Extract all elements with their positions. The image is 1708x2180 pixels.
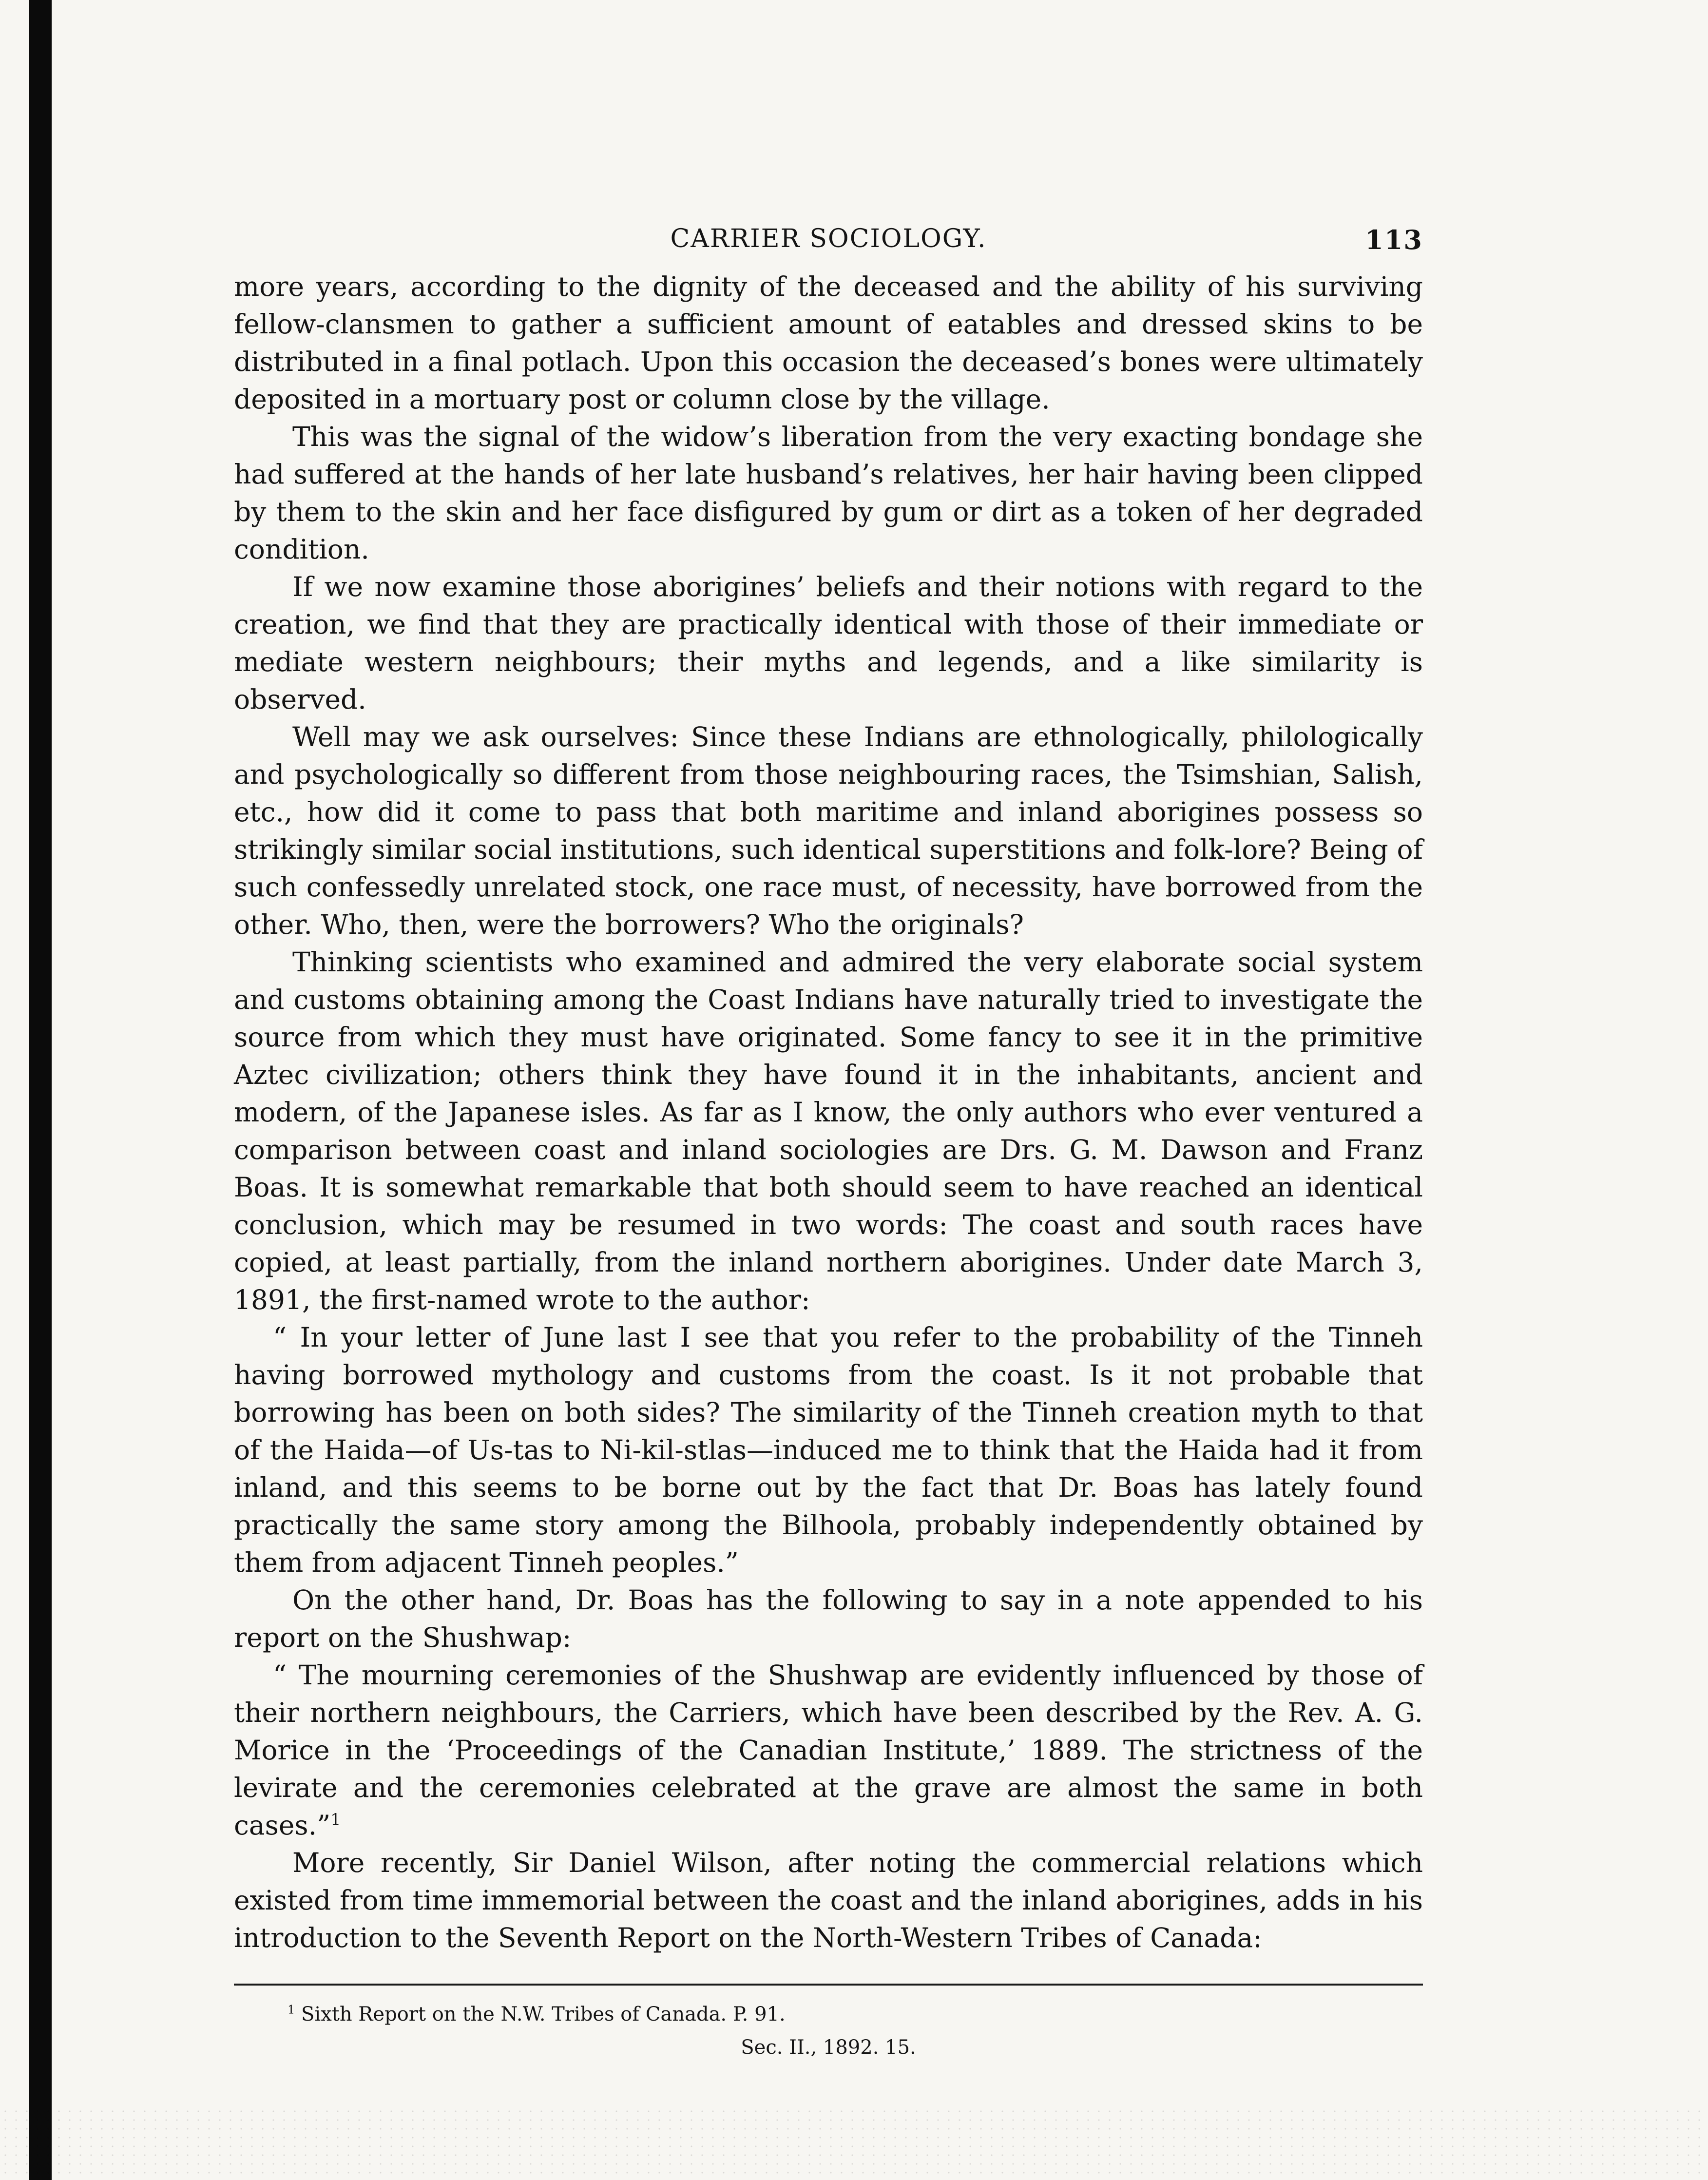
paragraph: This was the signal of the widow’s liberation from the very exacting bondage she had suffered at the hands of her late husband’s relatives, her hair having been clipped by them to the skin and her face disfigured by gum or dirt as a token of her degraded condition. — [234, 421, 1423, 565]
paragraph: More recently, Sir Daniel Wilson, after noting the commercial relations which existed from time immemorial between the coast and the inland aborigines, adds in his introduction to the Seventh Report on the North-Western Tribes of Canada: — [234, 1847, 1423, 1953]
paragraph: On the other hand, Dr. Boas has the following to say in a note appended to his report on the Shushwap: — [234, 1584, 1423, 1653]
scan-speckle — [0, 2107, 1708, 2180]
footnote — [234, 2000, 1423, 2028]
running-title: CARRIER SOCIOLOGY. — [670, 224, 987, 253]
paragraph: more years, according to the dignity of the deceased and the ability of his surviving fellow-clansmen to gather a sufficient amount of eatables and dressed skins to be distributed in a final potlach. Upon this occasion the deceased’s bones were ultimately deposited in a mortuary post or column close by the village. — [234, 271, 1423, 415]
page-number: 113 — [1365, 224, 1423, 255]
footnote-reference: 1 — [330, 1810, 341, 1829]
signature-line: Sec. II., 1892. 15. — [741, 2036, 916, 2059]
binding-edge — [29, 0, 52, 2180]
footnote-text: Sixth Report on the N.W. Tribes of Canada. P. 91. — [301, 2003, 786, 2026]
footnote-rule — [234, 1984, 1423, 1986]
paragraph: Well may we ask ourselves: Since these Indians are ethnologically, philologically and psychologically so different from those neighbouring races, the Tsimshian, Salish, etc., how did it come to pass that both maritime and inland aborigines possess so strikingly similar social institutions, such identical superstitions and folk-lore? Being of such confessedly unrelated stock, one race must, of necessity, have borrowed from the other. Who, then, were the borrowers? Who the originals? — [234, 721, 1423, 940]
running-head — [234, 205, 1423, 258]
paragraph: If we now examine those aborigines’ beliefs and their notions with regard to the creation, we find that they are practically identical with those of their immediate or mediate western neighbours; their myths and legends, and a like similarity is observed. — [234, 571, 1423, 715]
book-page — [234, 205, 1423, 2062]
body-text — [234, 268, 1423, 1957]
quotation-dawson: “ In your letter of June last I see that you refer to the probability of the Tinneh having borrowed mythology and customs from the coast. Is it not probable that borrowing has been on both sides? The similarity of the Tinneh creation myth to that of the Haida—of Us-tas to Ni-kil-stlas—induced me to think that the Haida had it from inland, and this seems to be borne out by the fact that Dr. Boas has lately found practically the same story among the Bilhoola, probably independently obtained by them from adjacent Tinneh peoples.” — [234, 1322, 1423, 1578]
quotation-boas-text: “ The mourning ceremonies of the Shushwap are evidently influenced by those of their northern neighbours, the Carriers, which have been described by the Rev. A. G. Morice in the ‘Proceedings of the Canadian Institute,’ 1889. The strictness of the levirate and the ceremonies celebrated at the grave are almost the same in both cases.” — [234, 1659, 1423, 1841]
paragraph: Thinking scientists who examined and admired the very elaborate social system and customs obtaining among the Coast Indians have naturally tried to investigate the source from which they must have originated. Some fancy to see it in the primitive Aztec civilization; others think they have found it in the inhabitants, ancient and modern, of the Japanese isles. As far as I know, the only authors who ever ventured a comparison between coast and inland sociologies are Drs. G. M. Dawson and Franz Boas. It is somewhat remarkable that both should seem to have reached an identical conclusion, which may be resumed in two words: The coast and south races have copied, at least partially, from the inland northern aborigines. Under date March 3, 1891, the first-named wrote to the author: — [234, 946, 1423, 1315]
quotation-boas — [234, 1657, 1423, 1844]
footnote-marker: 1 — [288, 2003, 295, 2017]
